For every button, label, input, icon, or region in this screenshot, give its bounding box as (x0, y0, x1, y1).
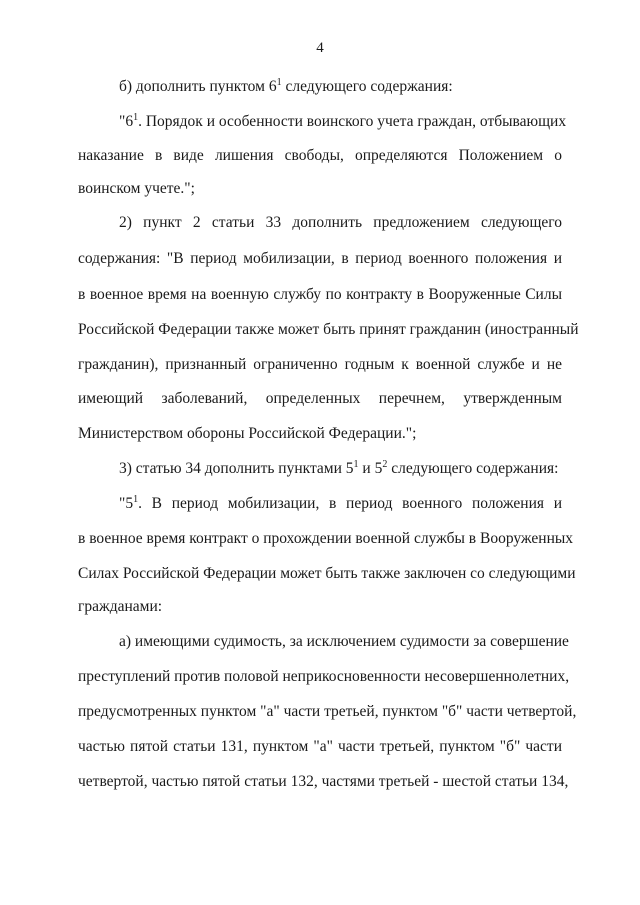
point-6-1-line-3: воинском учете."; (78, 180, 195, 197)
item-2-line-4: Российской Федерации также может быть принят гражданин (иностранный (78, 321, 579, 338)
point-6-1-line-1: "$6^1$. Порядок и особенности воинского учета граждан, отбывающих (119, 112, 567, 130)
point-5-1-line-4: гражданами: (78, 598, 163, 615)
subitem-a-line-1: а) имеющими судимость, за исключением судимости за совершение (119, 633, 569, 650)
point-6-1-line-2: наказание в виде лишения свободы, определяются Положением о (78, 147, 562, 164)
point-5-1-line-1: "$5^1$. В период мобилизации, в период военного положения и (119, 494, 562, 512)
item-3-line-1: 3) статью 34 дополнить пунктами $5^1$ и $5^2$ следующего содержания: (119, 459, 559, 477)
item-2-line-3: в военное время на военную службу по контракту в Вооруженные Силы (78, 286, 562, 303)
item-2-line-5: гражданин), признанный ограниченно годным к военной службе и не (78, 356, 562, 373)
point-5-1-line-2: в военное время контракт о прохождении военной службы в Вооруженных (78, 530, 574, 547)
paragraph-b-line-1: б) дополнить пунктом $6^1$ следующего содержания: (119, 77, 453, 95)
item-2-line-1: 2) пункт 2 статьи 33 дополнить предложением следующего (119, 214, 562, 231)
subitem-a-line-2: преступлений против половой неприкосновенности несовершеннолетних, (78, 668, 570, 685)
item-2-line-2: содержания: "В период мобилизации, в период военного положения и (78, 250, 562, 267)
point-5-1-line-3: Силах Российской Федерации может быть также заключен со следующими (78, 565, 576, 582)
item-2-line-6: имеющий заболеваний, определенных перечнем, утвержденным (78, 390, 562, 407)
page-number: 4 (316, 40, 324, 56)
subitem-a-line-4: частью пятой статьи 131, пунктом "а" части третьей, пунктом "б" части (78, 738, 562, 755)
subitem-a-line-3: предусмотренных пунктом "а" части третьей, пунктом "б" части четвертой, (78, 703, 577, 720)
item-2-line-7: Министерством обороны Российской Федерации."; (78, 425, 417, 442)
subitem-a-line-5: четвертой, частью пятой статьи 132, частями третьей - шестой статьи 134, (78, 773, 569, 790)
